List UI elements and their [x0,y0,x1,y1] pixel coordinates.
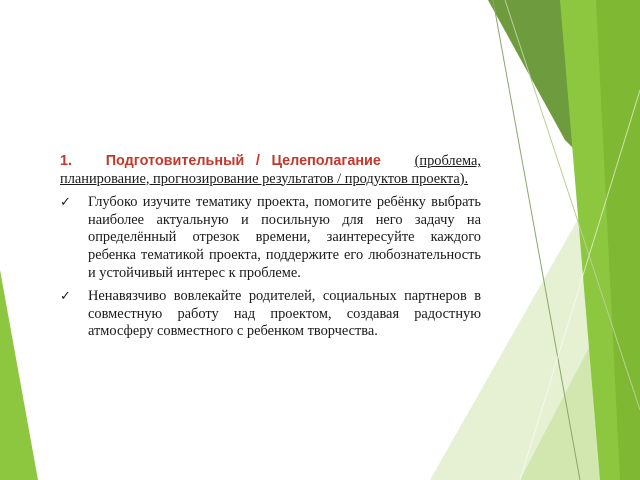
heading-title: Подготовительный / Целеполагание [105,153,381,169]
section-heading [60,153,481,188]
check-icon: ✓ [60,195,71,211]
bullet-item [60,288,481,341]
bullet-text: Глубоко изучите тематику проекта, помогите ребёнку выбрать наиболее актуальную и посильную для него задачу на определённый отрезок времени, заинтересуйте каждого ребенка тематикой проекта, поддержите его любознательность и устойчивый интерес к проблеме. [88,194,481,281]
text-block [60,153,481,341]
heading-number: 1. [60,153,73,169]
bullet-text: Ненавязчиво вовлекайте родителей, социальных партнеров в совместную работу над проектом, создавая радостную атмосферу совместного с ребенком творчества. [88,288,481,340]
check-icon: ✓ [60,289,71,305]
bullet-item [60,194,481,282]
left-triangle [0,270,38,480]
heading-details: (проблема, планирование, прогнозирование результатов / продуктов проекта). [60,153,481,187]
